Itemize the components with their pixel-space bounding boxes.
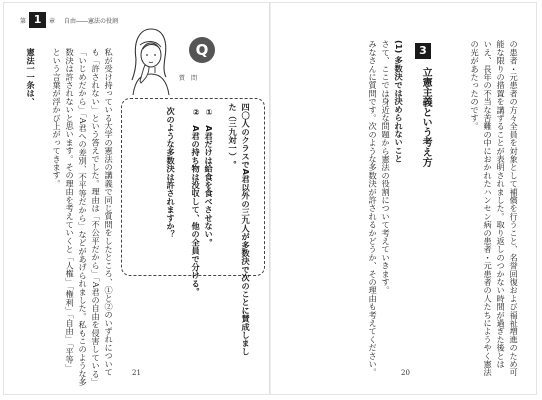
running-title: 自由――憲法の役割: [64, 17, 119, 25]
thinking-woman-illustration: [127, 25, 173, 95]
body-column: 「いじめだから」「A君への差別、不平等だから」などがあげられました。私もこのような多: [78, 48, 89, 387]
subsection-title: 多数決では決められないこと: [394, 56, 405, 163]
question-line: た（三九対一）。: [228, 103, 239, 169]
body-column: いえ、長年の不当な苦難の中におかれたハンセン病の患者・元患者の人たちにようやく憲法: [483, 40, 494, 377]
body-column: も「許されない」という答えでした。理由は「不公平だから」「A君の自由を侵害している」: [91, 48, 102, 387]
question-line: 次のような多数決は許されますか？: [166, 107, 177, 239]
body-column: の光があたったのです。: [470, 40, 481, 131]
left-page: [4, 3, 269, 394]
page-number-right: 20: [401, 369, 410, 377]
article-reference: 憲法一一条は、: [26, 48, 37, 106]
question-line: 四〇人のクラスでA君以外の三九人が多数決で次のことに賛成しまし: [241, 103, 252, 356]
section-title: 立憲主義という考え方: [420, 67, 432, 167]
body-column: 能な限りの措置を講ずることが表明されました。取り返しのつかない時間が過ぎた後とは: [496, 40, 507, 368]
chapter-suffix: 章: [49, 17, 56, 25]
body-column: 私が受け持っている大学の憲法の講義で同じ質問をしたところ、①と②のいずれについて: [104, 48, 115, 376]
body-column: という言葉が浮かび上がってきます。: [52, 48, 63, 188]
question-label: 質 問: [179, 75, 198, 82]
question-line: ① A君だけは給食を食べさせない。: [204, 107, 215, 247]
page-number-left: 21: [132, 369, 141, 377]
body-column: みなさんに質問です。次のような多数決が許されるかどうか、その理由も考えてください。: [368, 40, 379, 377]
question-badge: Q: [189, 37, 215, 63]
subsection-number: (1): [394, 40, 405, 54]
chapter-number-box: 1: [29, 12, 46, 28]
body-column: 数決は許されないと思います。その理由を考えていくと「人権」「権利」「自由」「平等」: [65, 48, 76, 372]
chapter-prefix: 第: [20, 17, 27, 25]
body-column: の患者・元患者の方々全員を対象として補償を行うこと、名誉回復および福祉増進のため可: [509, 40, 520, 377]
running-header: [20, 11, 118, 29]
section-number-box: 3: [415, 43, 431, 59]
question-line: ② A君の持ち物は没収して、他の全員で分ける。: [191, 107, 202, 296]
body-column: さて、ここでは身近な問題から憲法の役割について考えていきます。: [381, 40, 392, 295]
right-page: [271, 3, 536, 394]
